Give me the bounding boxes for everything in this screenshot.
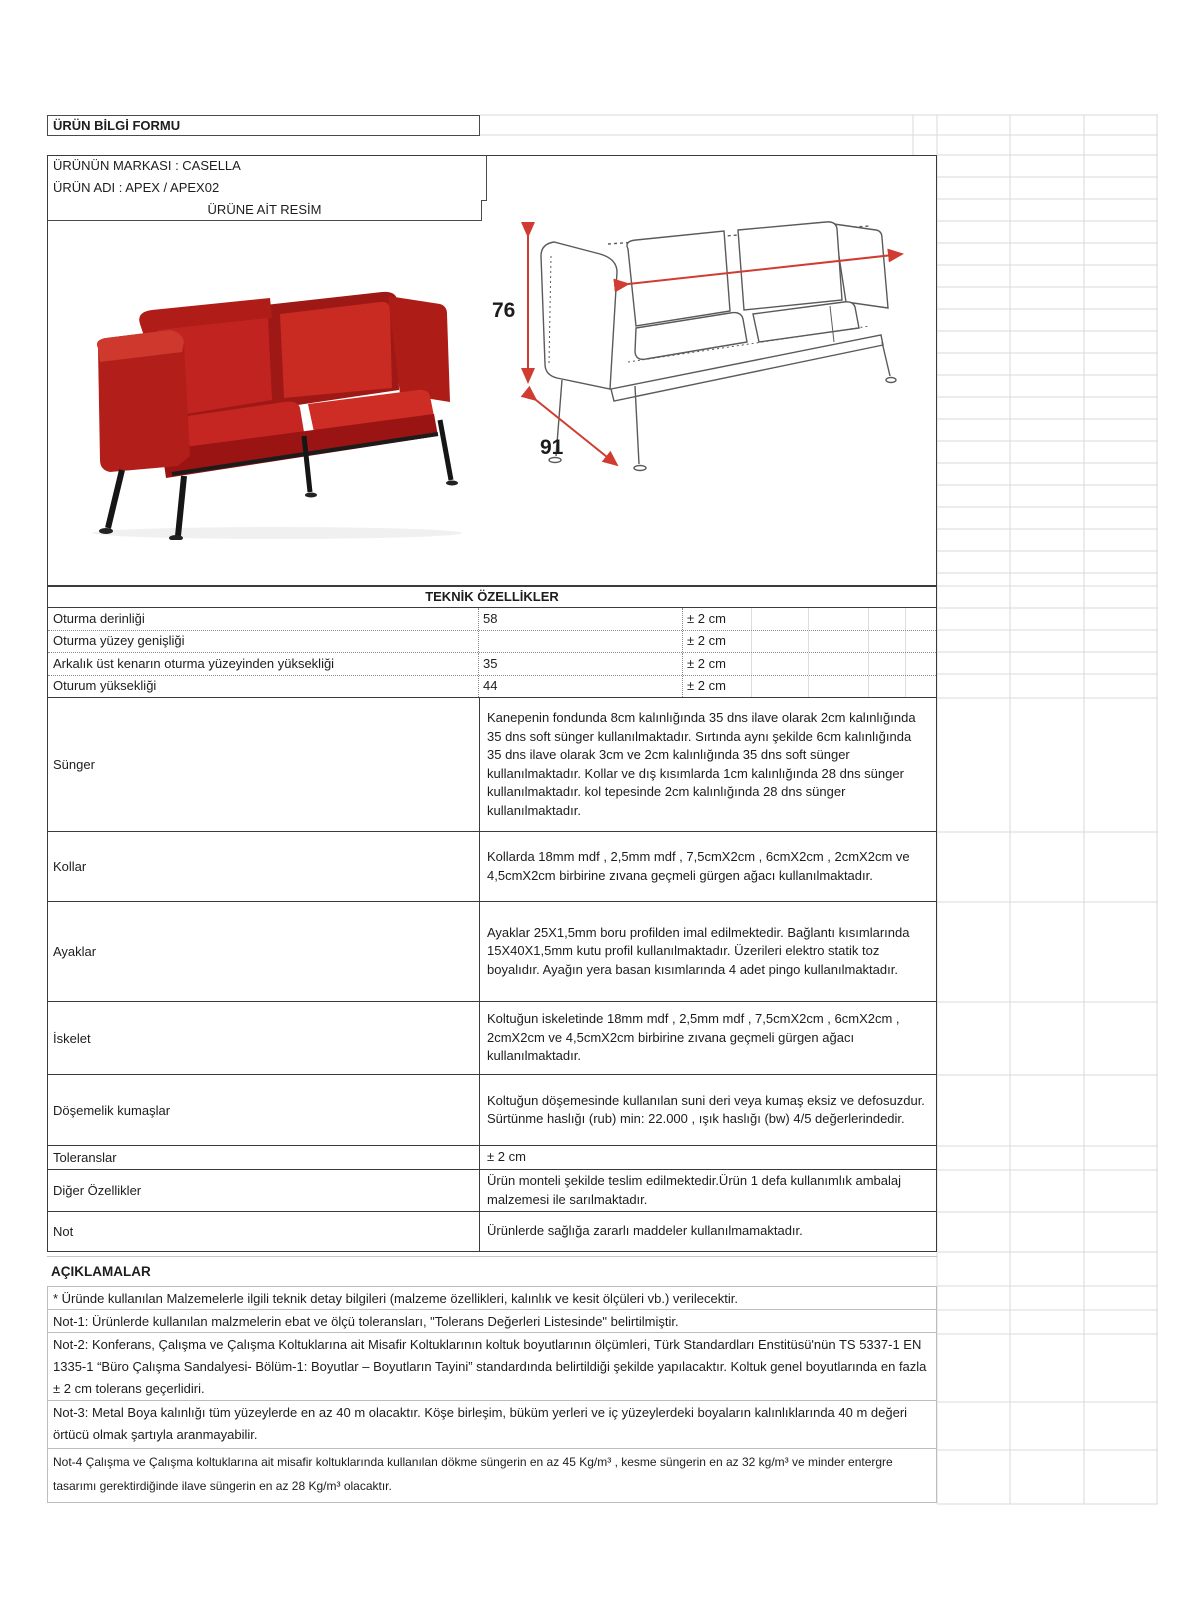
detail-label: Kollar [48,832,480,901]
product-image-section [47,155,937,586]
spec-detail-table [47,698,937,1252]
sofa-shadow [92,527,462,539]
spec-label: Oturma derinliği [48,608,479,630]
detail-text: Kanepenin fondunda 8cm kalınlığında 35 dns ilave olarak 2cm kalınlığında 35 dns soft sünger kullanılmaktadır. Sırtında aynı şekilde 6cm kalınlığında 35 dns ilave olarak 3cm ve 2cm kalınlığında 35 dns soft sünger kullanılmaktadır. Kollar ve dış kısımlarda 1cm kalınlığında 28 dns sünger kullanılmaktadır. kol tepesinde 2cm kalınlığında 28 dns sünger kullanılmaktadır. [487,710,916,818]
detail-text: Ürün monteli şekilde teslim edilmektedir.Ürün 1 defa kullanımlık ambalaj malzemesi ile sarılmaktadır. [487,1173,902,1207]
spec-value: 35 [479,653,683,675]
detail-text: Ürünlerde sağlığa zararlı maddeler kullanılmamaktadır. [487,1223,803,1239]
table-row [48,631,936,654]
note-item: * Üründe kullanılan Malzemelerle ilgili teknik detay bilgileri (malzeme özellikleri, kalınlık ve kesit ölçüleri vb.) verilecektir. [47,1286,937,1310]
spec-label: Arkalık üst kenarın oturma yüzeyinden yüksekliği [48,653,479,675]
table-row [47,1212,937,1252]
tech-specs-title: TEKNİK ÖZELLİKLER [47,586,937,608]
sofa-wireframe [541,222,896,471]
height-dimension-label: 76 [492,299,516,322]
detail-label: Ayaklar [48,902,480,1001]
note-item: Not-4 Çalışma ve Çalışma koltuklarına ait misafir koltuklarında kullanılan dökme süngerin en az 45 Kg/m³ , kesme süngerin en az 32 kg/m³ ve minder entergre tasarımı gerektirdiğinde ilave süngerin en az 28 Kg/m³ olacaktır. [47,1448,937,1503]
detail-label: Sünger [48,698,480,831]
depth-dimension-label: 91 [540,436,564,459]
spec-table [47,608,937,698]
detail-label: İskelet [48,1002,480,1074]
spec-tolerance: ± 2 cm [683,676,752,698]
table-row [47,902,937,1002]
notes-section-title: AÇIKLAMALAR [47,1256,937,1286]
detail-label: Diğer Özellikler [48,1170,480,1211]
table-row [48,653,936,676]
table-row [47,1146,937,1170]
detail-text: ± 2 cm [487,1149,526,1165]
detail-text: Koltuğun döşemesinde kullanılan suni deri veya kumaş eksiz ve defosuzdur. Sürtünme haslığı (rub) min: 22.000 , ışık haslığı (bw) 4/5 değerlerindedir. [487,1092,925,1126]
table-row [47,698,937,832]
table-row [47,1002,937,1075]
table-row [48,676,936,698]
spec-label: Oturma yüzey genişliği [48,631,479,653]
product-name-line: ÜRÜN ADI : APEX / APEX02 [48,178,487,201]
note-item: Not-2: Konferans, Çalışma ve Çalışma Koltuklarına ait Misafir Koltuklarının koltuk boyutlarının ölçümleri, Türk Standardları Enstitüsü'nün TS 5337-1 EN 1335-1 “Büro Çalışma Sandalyesi- Bölüm-1: Boyutlar – Boyutların Tayini” standardında belirtildiği şekilde yapılacaktır. Koltuk genel boyutlarında en fazla ± 2 cm tolerans geçerlidiri. [47,1332,937,1401]
image-section-title: ÜRÜNE AİT RESİM [48,200,482,221]
spec-value: 58 [479,608,683,630]
sofa-back-cushion-right [280,302,392,398]
spec-tolerance: ± 2 cm [683,631,752,653]
detail-text: Koltuğun iskeletinde 18mm mdf , 2,5mm mdf , 7,5cmX2cm , 6cmX2cm , 2cmX2cm ve 4,5cmX2cm birbirine zıvana geçmeli gürgen ağacı kullanılmaktadır. [487,1011,900,1064]
table-row [47,832,937,902]
detail-text: Kollarda 18mm mdf , 2,5mm mdf , 7,5cmX2cm , 6cmX2cm , 2cmX2cm ve 4,5cmX2cm birbirine zıvana geçmeli gürgen ağacı kullanılmaktadır. [487,849,910,883]
dimension-drawing [478,214,936,544]
spec-value [479,631,683,653]
detail-text: Ayaklar 25X1,5mm boru profilden imal edilmektedir. Bağlantı kısımlarında 15X40X1,5mm kutu profil kullanılmaktadır. Üzerileri elektro statik toz boyalıdır. Ayağın yera basan kısımlarında 4 adet pingo kullanılmaktadır. [487,924,910,977]
table-row [48,608,936,631]
detail-label: Not [48,1212,480,1251]
detail-label: Döşemelik kumaşlar [48,1075,480,1145]
note-item: Not-1: Ürünlerde kullanılan malzmelerin ebat ve ölçü toleransları, "Tolerans Değerleri Listesinde" belirtilmiştir. [47,1309,937,1333]
spec-value: 44 [479,676,683,698]
brand-line: ÜRÜNÜN MARKASI : CASELLA [48,156,487,179]
spec-label: Oturum yüksekliği [48,676,479,698]
product-photo-sofa [52,240,480,540]
spec-tolerance: ± 2 cm [683,653,752,675]
spec-tolerance: ± 2 cm [683,608,752,630]
table-row [47,1170,937,1212]
detail-label: Toleranslar [48,1146,480,1169]
page-title: ÜRÜN BİLGİ FORMU [47,115,480,136]
table-row [47,1075,937,1146]
note-item: Not-3: Metal Boya kalınlığı tüm yüzeylerde en az 40 m olacaktır. Köşe birleşim, büküm yerleri ve iç yüzeylerdeki boyaların kalınlıklarında 40 m değeri örtücü olmak şartıyla aranmayabilir. [47,1400,937,1449]
